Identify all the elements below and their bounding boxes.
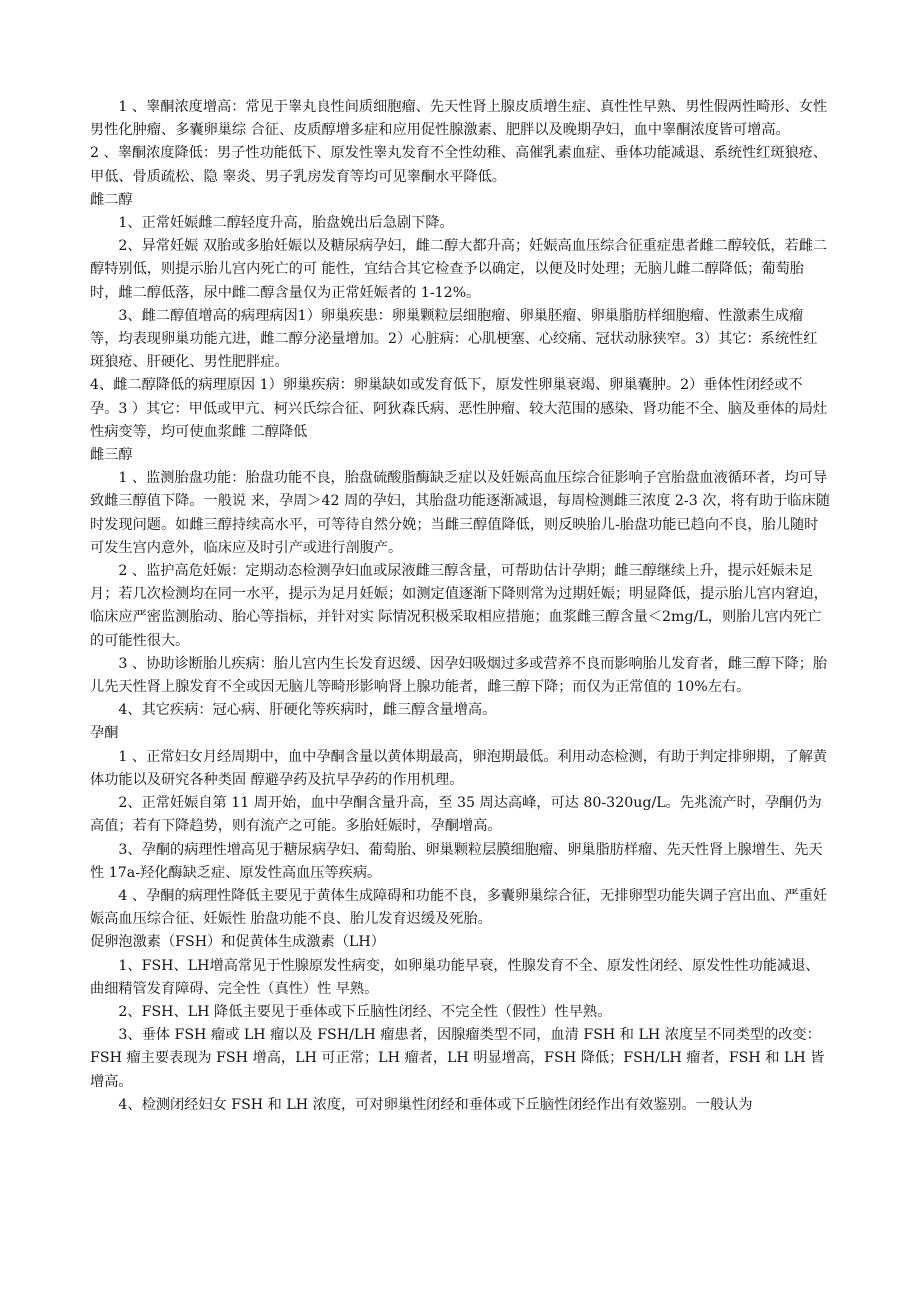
paragraph: 1 、睾酮浓度增高：常见于睾丸良性间质细胞瘤、先天性肾上腺皮质增生症、真性性早熟、男性假两性畸形、女性男性化肿瘤、多囊卵巢综 合征、皮质醇增多症和应用促性腺激素、肥胖以及晚期孕妇，血中睾酮浓度皆可增高。 (90, 99, 828, 139)
paragraph: 2、异常妊娠 双胎或多胎妊娠以及糖尿病孕妇，雌二醇大都升高；妊娠高血压综合征重症患者雌二醇较低，若雌二醇特别低，则提示胎儿宫内死亡的可 能性，宜结合其它检查予以确定，以便及时处理；无脑儿雌二醇降低；葡萄胎时，雌二醇低落，尿中雌二醇含量仅为正常妊娠者的 1-12%。 (90, 238, 828, 301)
document-page (90, 96, 830, 1117)
paragraph: 1、正常妊娠雌二醇轻度升高，胎盘娩出后急剧下降。 (118, 215, 454, 232)
paragraph: 1 、正常妇女月经周期中，血中孕酮含量以黄体期最高，卵泡期最低。利用动态检测，有助于判定排卵期，了解黄体功能以及研究各种类固 醇避孕药及抗早孕药的作用机理。 (90, 748, 828, 788)
paragraph: 3 、协助诊断胎儿疾病：胎儿宫内生长发育迟缓、因孕妇吸烟过多或营养不良而影响胎儿发育者，雌三醇下降；胎儿先天性肾上腺发育不全或因无脑儿等畸形影响肾上腺功能者，雌三醇下降；而仅为正常值的 10%左右。 (90, 655, 828, 696)
paragraph: 3、孕酮的病理性增高见于糖尿病孕妇、葡萄胎、卵巢颗粒层膜细胞瘤、卵巢脂肪样瘤、先天性肾上腺增生、先天性 17a-羟化酶缺乏症、原发性高血压等疾病。 (90, 841, 823, 881)
section-heading: 孕酮 (90, 725, 119, 742)
section-heading: 促卵泡激素（FSH）和促黄体生成激素（LH） (90, 934, 385, 951)
paragraph: 3、雌二醇值增高的病理病因1）卵巢疾患：卵巢颗粒层细胞瘤、卵巢胚瘤、卵巢脂肪样细胞瘤、性激素生成瘤等，均表现卵巢功能亢进，雌二醇分泌量增加。2）心脏病：心肌梗塞、心绞痛、冠状动脉狭窄。3）其它：系统性红斑狼疮、肝硬化、男性肥胖症。 (90, 307, 818, 371)
paragraph: 2 、监护高危妊娠：定期动态检测孕妇血或尿液雌三醇含量，可帮助估计孕期；雌三醇继续上升，提示妊娠未足月；若几次检测均在同一水平，提示为足月妊娠；如测定值逐渐下降则常为过期妊娠；明显降低，提示胎儿宫内窘迫，临床应严密监测胎动、胎心等指标，并针对实 际情况积极采取相应措施；血浆雌三醇含量＜2mg/L，则胎儿宫内死亡的可能性很大。 (90, 563, 828, 649)
paragraph: 2、FSH、LH 降低主要见于垂体或下丘脑性闭经、不完全性（假性）性早熟。 (118, 1003, 612, 1020)
section-heading: 雌二醇 (90, 191, 133, 208)
section-heading: 雌三醇 (90, 447, 133, 464)
paragraph: 2 、睾酮浓度降低：男子性功能低下、原发性睾丸发育不全性幼稚、高催乳素血症、垂体功能减退、系统性红斑狼疮、甲低、骨质疏松、隐 睾炎、男子乳房发育等均可见睾酮水平降低。 (90, 145, 828, 185)
paragraph: 4、雌二醇降低的病理原因 1）卵巢疾病：卵巢缺如或发育低下，原发性卵巢衰竭、卵巢囊肿。2）垂体性闭经或不孕。3 ）其它：甲低或甲亢、柯兴氏综合征、阿狄森氏病、恶性肿瘤、较大范围的感染、肾功能不全、脑及垂体的局灶性病变等，均可使血浆雌 二醇降低 (90, 377, 828, 440)
paragraph: 3、垂体 FSH 瘤或 LH 瘤以及 FSH/LH 瘤患者，因腺瘤类型不同，血清 FSH 和 LH 浓度呈不同类型的改变：FSH 瘤主要表现为 FSH 增高，LH 可正常；LH 瘤者，LH 明显增高，FSH 降低；FSH/LH 瘤者，FSH 和 LH 皆增高。 (90, 1027, 825, 1090)
paragraph: 1 、监测胎盘功能：胎盘功能不良，胎盘硫酸脂酶缺乏症以及妊娠高血压综合征影响子宫胎盘血液循环者，均可导致雌三醇值下降。一般说 来，孕周＞42 周的孕妇，其胎盘功能逐渐减退，每周检测雌三浓度 2-3 次，将有助于临床随时发现问题。如雌三醇持续高水平，可等待自然分娩；当雌三醇值降低，则反映胎儿-胎盘功能已趋向不良，胎儿随时可发生宫内意外，临床应及时引产或进行剖腹产。 (90, 470, 830, 556)
paragraph: 4、其它疾病：冠心病、肝硬化等疾病时，雌三醇含量增高。 (118, 702, 497, 719)
paragraph: 4 、孕酮的病理性降低主要见于黄体生成障碍和功能不良，多囊卵巢综合征，无排卵型功能失调子宫出血、严重妊娠高血压综合征、妊娠性 胎盘功能不良、胎儿发育迟缓及死胎。 (90, 887, 828, 928)
paragraph: 2、正常妊娠自第 11 周开始，血中孕酮含量升高，至 35 周达高峰，可达 80-320ug/L。先兆流产时，孕酮仍为高值；若有下降趋势，则有流产之可能。多胎妊娠时，孕酮增高。 (90, 795, 822, 835)
paragraph: 4、检测闭经妇女 FSH 和 LH 浓度，可对卵巢性闭经和垂体或下丘脑性闭经作出有效鉴别。一般认为 (118, 1096, 753, 1113)
paragraph: 1、FSH、LH增高常见于性腺原发性病变，如卵巢功能早衰，性腺发育不全、原发性闭经、原发性性功能减退、曲细精管发育障碍、完全性（真性）性 早熟。 (90, 957, 820, 997)
